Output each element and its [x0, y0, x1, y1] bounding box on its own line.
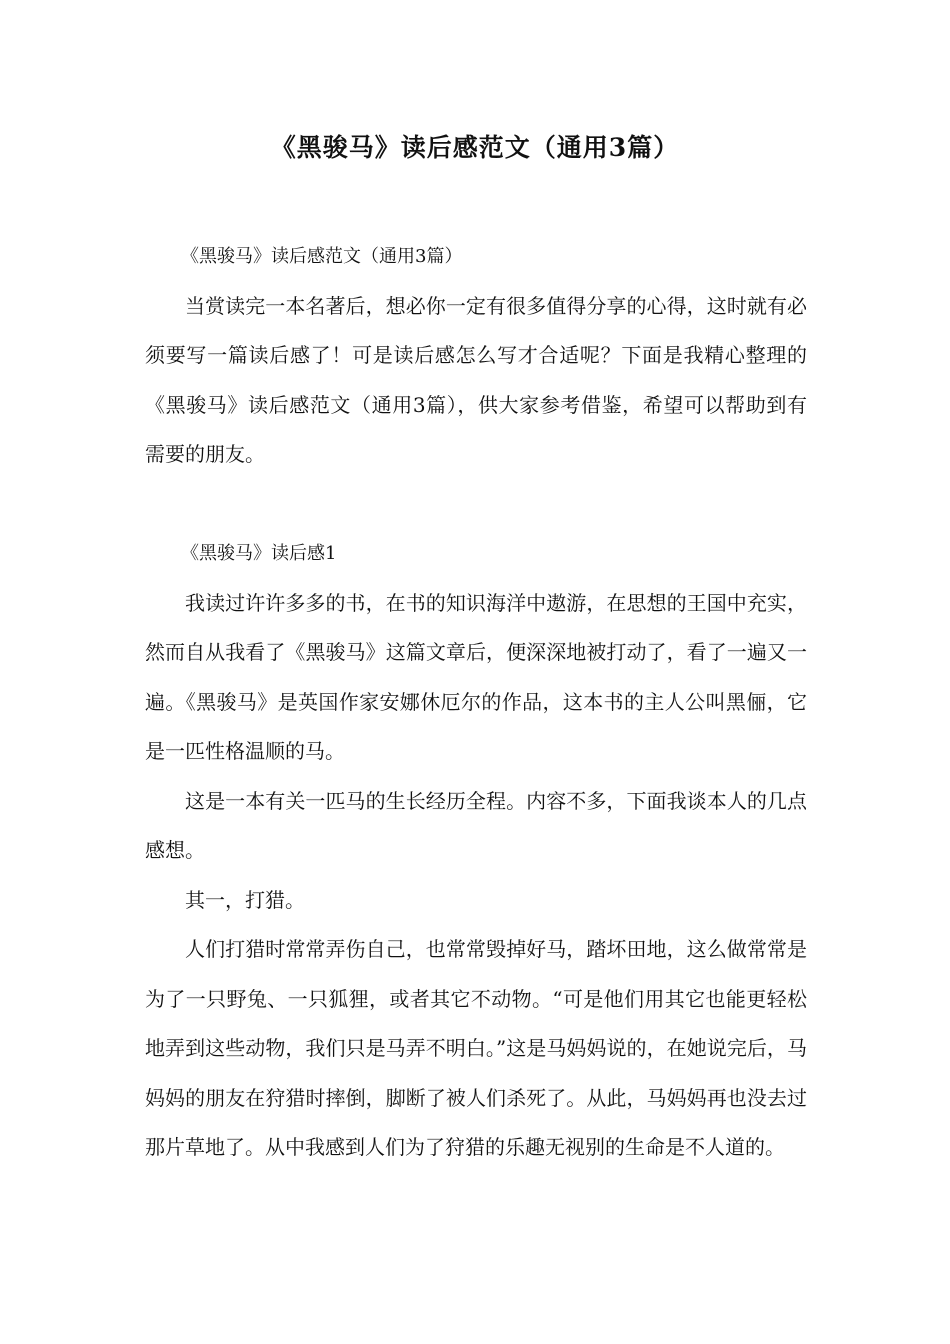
body-paragraph: 人们打猎时常常弄伤自己，也常常毁掉好马，踏坏田地，这么做常常是为了一只野兔、一只狐狸，或者其它不动物。“可是他们用其它也能更轻松地弄到这些动物，我们只是马弄不明白。”这是马妈妈说的，在她说完后，马妈妈的朋友在狩猎时摔倒，脚断了被人们杀死了。从此，马妈妈再也没去过那片草地了。从中我感到人们为了狩猎的乐趣无视别的生命是不人道的。 — [145, 937, 807, 1159]
body-paragraph: 其一，打猎。 — [185, 887, 305, 912]
document-title: 《黑骏马》读后感范文（通用3篇） — [270, 133, 680, 162]
subtitle-paragraph: 《黑骏马》读后感范文（通用3篇） — [181, 246, 463, 267]
document-body — [145, 232, 807, 1173]
intro-paragraph: 当赏读完一本名著后，想必你一定有很多值得分享的心得，这时就有必须要写一篇读后感了！可是读后感怎么写才合适呢？下面是我精心整理的《黑骏马》读后感范文（通用3篇），供大家参考借鉴，希望可以帮助到有需要的朋友。 — [145, 293, 807, 466]
body-paragraph: 这是一本有关一匹马的生长经历全程。内容不多，下面我谈本人的几点感想。 — [145, 788, 807, 862]
body-paragraph: 我读过许许多多的书，在书的知识海洋中遨游，在思想的王国中充实，然而自从我看了《黑骏马》这篇文章后，便深深地被打动了，看了一遍又一遍。《黑骏马》是英国作家安娜休厄尔的作品，这本书的主人公叫黑俪，它是一匹性格温顺的马。 — [145, 590, 807, 763]
section-heading: 《黑骏马》读后感1 — [181, 543, 337, 564]
paragraph-gap — [145, 480, 807, 530]
